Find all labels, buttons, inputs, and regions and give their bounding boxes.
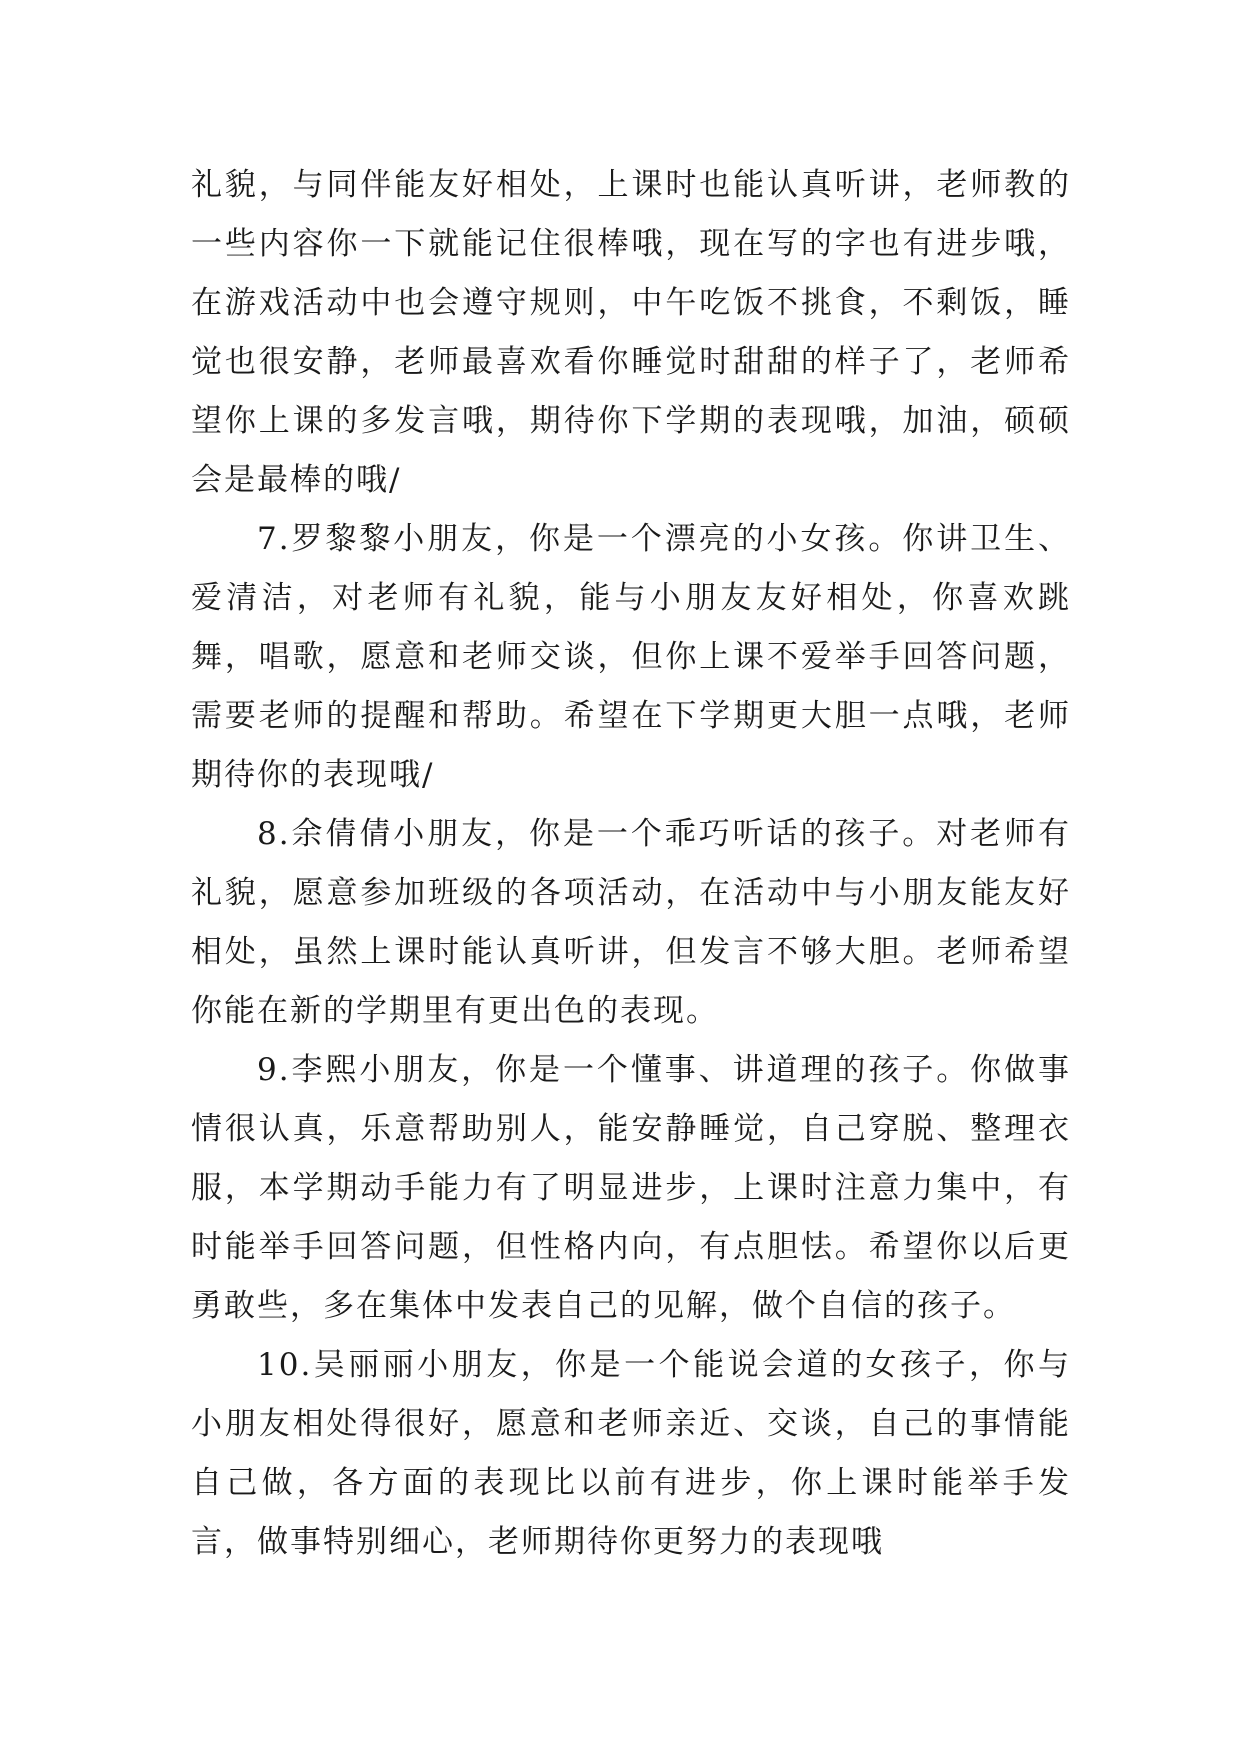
paragraph-item-9: 9.李熙小朋友，你是一个懂事、讲道理的孩子。你做事情很认真，乐意帮助别人，能安静睡觉，自己穿脱、整理衣服，本学期动手能力有了明显进步，上课时注意力集中，有时能举手回答问题，但性格内向，有点胆怯。希望你以后更勇敢些，多在集体中发表自己的见解，做个自信的孩子。 xyxy=(191,1052,1071,1324)
paragraph-item-10: 10.吴丽丽小朋友，你是一个能说会道的女孩子，你与小朋友相处得很好，愿意和老师亲近、交谈，自己的事情能自己做，各方面的表现比以前有进步，你上课时能举手发言，做事特别细心，老师期待你更努力的表现哦 xyxy=(191,1347,1071,1560)
paragraph-item-7: 7.罗黎黎小朋友，你是一个漂亮的小女孩。你讲卫生、爱清洁，对老师有礼貌，能与小朋友友好相处，你喜欢跳舞，唱歌，愿意和老师交谈，但你上课不爱举手回答问题，需要老师的提醒和帮助。希望在下学期更大胆一点哦，老师期待你的表现哦/ xyxy=(191,521,1071,793)
paragraph-continued: 礼貌，与同伴能友好相处，上课时也能认真听讲，老师教的一些内容你一下就能记住很棒哦，现在写的字也有进步哦，在游戏活动中也会遵守规则，中午吃饭不挑食，不剩饭，睡觉也很安静，老师最喜欢看你睡觉时甜甜的样子了，老师希望你上课的多发言哦，期待你下学期的表现哦，加油，硕硕会是最棒的哦/ xyxy=(191,167,1071,498)
paragraph-item-8: 8.余倩倩小朋友，你是一个乖巧听话的孩子。对老师有礼貌，愿意参加班级的各项活动，在活动中与小朋友能友好相处，虽然上课时能认真听讲，但发言不够大胆。老师希望你能在新的学期里有更出色的表现。 xyxy=(191,816,1071,1029)
document-page xyxy=(191,156,1071,1572)
